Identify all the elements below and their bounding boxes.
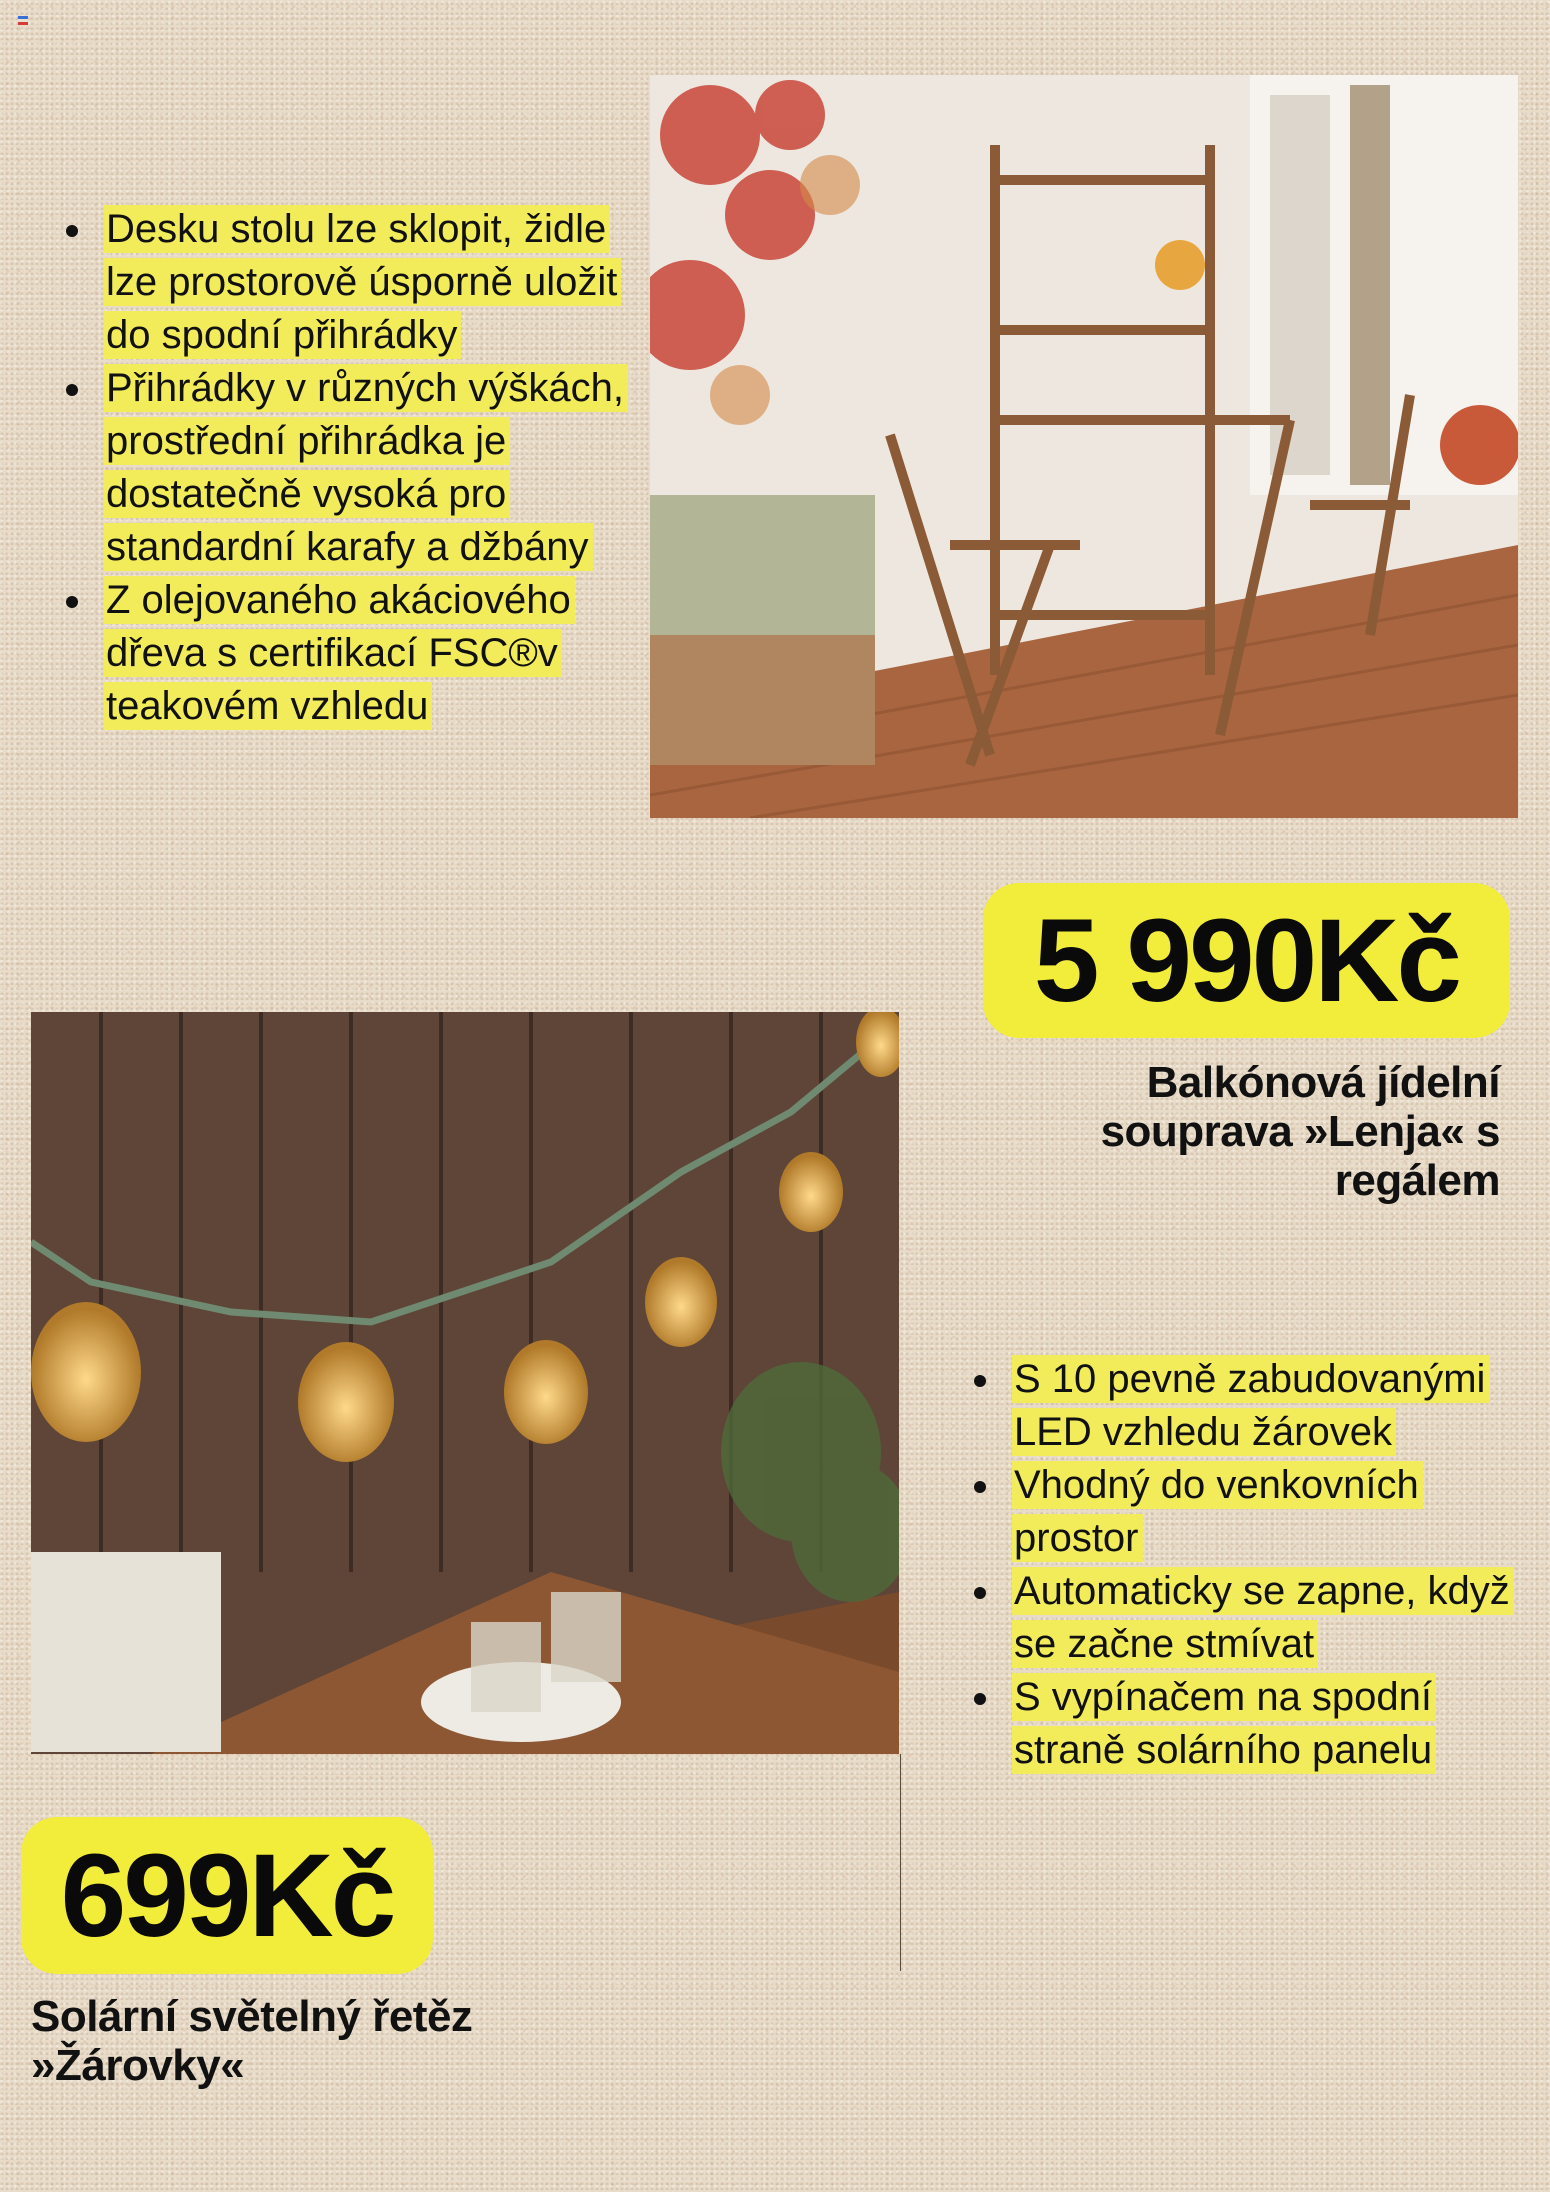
feature-item: Desku stolu lze sklopit, židle lze prostorově úsporně uložit do spodní přihrádky [104, 203, 644, 362]
feature-item: Vhodný do venkovních prostor [1012, 1459, 1532, 1565]
feature-item: S 10 pevně zabudovanými LED vzhledu žárovek [1012, 1353, 1532, 1459]
set-price-badge: 5 990Kč [983, 883, 1510, 1038]
divider-line [900, 1754, 901, 1971]
lights-price-badge: 699Kč [21, 1817, 433, 1974]
lights-feature-list [964, 1353, 1532, 1777]
set-feature-list [56, 203, 644, 733]
feature-item: Přihrádky v různých výškách, prostřední přihrádka je dostatečně vysoká pro standardní karafy a džbány [104, 362, 644, 574]
balcony-set-photo [650, 75, 1518, 818]
feature-item: Z olejovaného akáciového dřeva s certifikací FSC®v teakovém vzhledu [104, 574, 644, 733]
feature-item: S vypínačem na spodní straně solárního panelu [1012, 1671, 1532, 1777]
feature-item: Automaticky se zapne, když se začne stmívat [1012, 1565, 1532, 1671]
solar-lights-photo [31, 1012, 899, 1754]
set-product-title: Balkónová jídelní souprava »Lenja« s regálem [1100, 1058, 1500, 1205]
lights-product-title: Solární světelný řetěz »Žárovky« [31, 1992, 473, 2090]
language-flag-icon[interactable] [18, 16, 28, 28]
